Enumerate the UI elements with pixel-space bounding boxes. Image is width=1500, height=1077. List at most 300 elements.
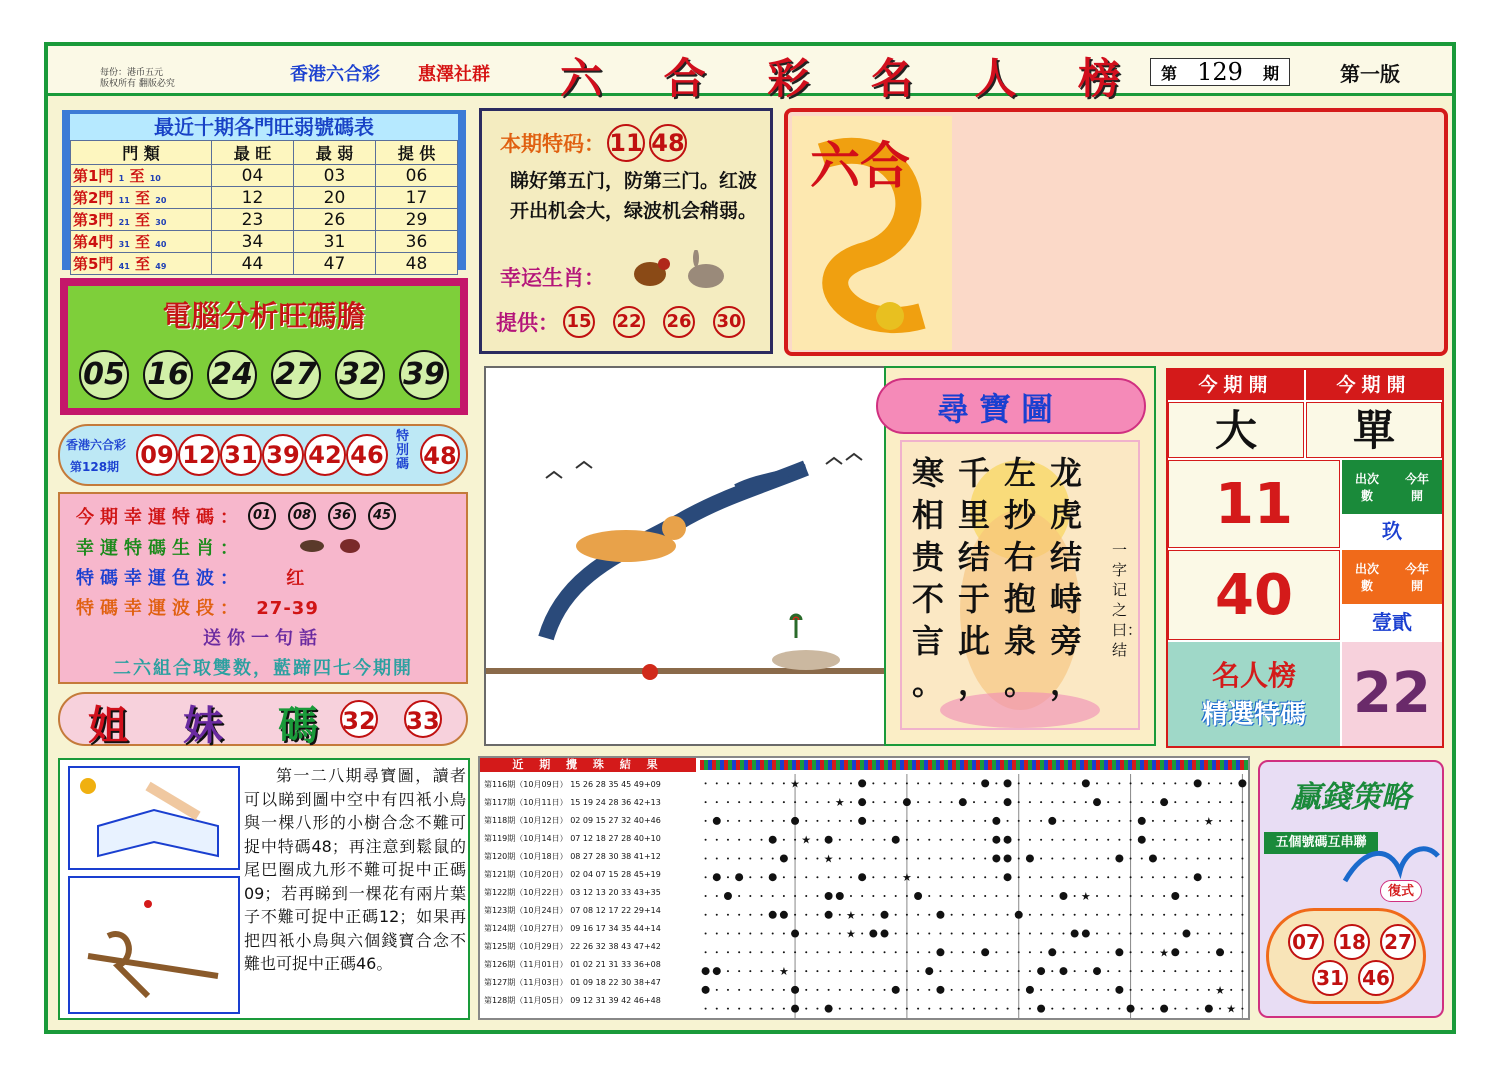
list-item: 第126期（11月01日） 01 02 21 31 33 36+08 bbox=[484, 960, 661, 969]
grid-dot bbox=[1197, 895, 1199, 897]
drawn-ball-dot bbox=[981, 948, 989, 956]
grid-dot bbox=[716, 1008, 718, 1010]
grid-dot bbox=[783, 1008, 785, 1010]
stats-header-2: 今期開 bbox=[1306, 370, 1442, 400]
grid-dot bbox=[1062, 1008, 1064, 1010]
zodiac-animals-image bbox=[624, 250, 734, 296]
grid-dot bbox=[772, 857, 774, 859]
grid-dot bbox=[1029, 951, 1031, 953]
grid-dot bbox=[1197, 857, 1199, 859]
grid-dot bbox=[794, 839, 796, 841]
grid-dot bbox=[1096, 914, 1098, 916]
grid-dot bbox=[1163, 857, 1165, 859]
grid-dot bbox=[1185, 876, 1187, 878]
list-item: 第119期（10月14日） 07 12 18 27 28 40+10 bbox=[484, 834, 661, 843]
leopard-tree-illustration bbox=[486, 368, 884, 744]
grid-dot bbox=[962, 1008, 964, 1010]
drawn-ball-dot bbox=[1171, 892, 1179, 900]
drawn-ball-dot bbox=[1194, 779, 1202, 787]
grid-dot bbox=[1096, 951, 1098, 953]
grid-dot bbox=[1219, 933, 1221, 935]
grid-dot bbox=[951, 970, 953, 972]
grid-dot bbox=[1130, 895, 1132, 897]
grid-dot bbox=[895, 951, 897, 953]
drawn-ball-dot bbox=[858, 798, 866, 806]
grid-dot bbox=[850, 857, 852, 859]
grid-dot bbox=[1141, 857, 1143, 859]
grid-dot bbox=[1051, 1008, 1053, 1010]
table-row: 第5門 41 至 49 44 47 48 bbox=[71, 253, 458, 275]
grid-dot bbox=[749, 801, 751, 803]
strategy-subtitle: 五個號碼互串聯 bbox=[1264, 832, 1378, 854]
grid-dot bbox=[1163, 839, 1165, 841]
grid-dot bbox=[727, 782, 729, 784]
grid-dot bbox=[1040, 895, 1042, 897]
grid-dot bbox=[939, 839, 941, 841]
grid-dot bbox=[917, 933, 919, 935]
lucky-line-1: 今期幸運特碼： 01 08 36 45 bbox=[76, 502, 396, 530]
grid-dot bbox=[1107, 951, 1109, 953]
grid-dot bbox=[1096, 933, 1098, 935]
grid-dot bbox=[1096, 857, 1098, 859]
grid-dot bbox=[895, 895, 897, 897]
grid-dot bbox=[850, 820, 852, 822]
grid-dot bbox=[984, 895, 986, 897]
grid-dot bbox=[1230, 933, 1232, 935]
list-item: 第124期（10月27日） 09 16 17 34 35 44+14 bbox=[484, 924, 661, 933]
grid-dot bbox=[872, 782, 874, 784]
grid-dot bbox=[1241, 876, 1243, 878]
grid-dot bbox=[1074, 782, 1076, 784]
grid-dot bbox=[761, 782, 763, 784]
grid-dot bbox=[1141, 876, 1143, 878]
grid-dot bbox=[1208, 989, 1210, 991]
grid-dot bbox=[962, 951, 964, 953]
grid-dot bbox=[738, 970, 740, 972]
drawn-ball-dot bbox=[1160, 1005, 1168, 1013]
grid-dot bbox=[1130, 857, 1132, 859]
grid-dot bbox=[962, 989, 964, 991]
grid-dot bbox=[1029, 876, 1031, 878]
drawn-ball-dot bbox=[959, 798, 967, 806]
grid-dot bbox=[895, 970, 897, 972]
grid-dot bbox=[1185, 801, 1187, 803]
special-star: ★ bbox=[901, 871, 912, 885]
grid-dot bbox=[794, 951, 796, 953]
grid-dot bbox=[1007, 951, 1009, 953]
grid-dot bbox=[962, 839, 964, 841]
grid-dot bbox=[906, 839, 908, 841]
grid-dot bbox=[1197, 933, 1199, 935]
grid-dot bbox=[1062, 857, 1064, 859]
grid-dot bbox=[939, 801, 941, 803]
number-ball: 01 bbox=[248, 502, 276, 530]
grid-dot bbox=[705, 820, 707, 822]
poem-column: 左 抄 右 抱 泉 。 bbox=[1004, 454, 1037, 702]
grid-dot bbox=[1230, 820, 1232, 822]
stats-row2-label: 出次 今年 數 開 bbox=[1342, 550, 1442, 604]
number-ball: 09 bbox=[136, 434, 178, 476]
grid-dot bbox=[995, 1008, 997, 1010]
famous-title: 名人榜 bbox=[1211, 659, 1296, 692]
drawn-ball-dot bbox=[1238, 779, 1246, 787]
grid-dot bbox=[850, 801, 852, 803]
grid-dot bbox=[772, 951, 774, 953]
grid-dot bbox=[984, 914, 986, 916]
grid-dot bbox=[1174, 970, 1176, 972]
grid-dot bbox=[772, 801, 774, 803]
grid-dot bbox=[1163, 989, 1165, 991]
lucky-line-4: 特碼幸運波段： 27-39 bbox=[76, 598, 319, 619]
grid-dot bbox=[839, 933, 841, 935]
grid-dot bbox=[1197, 914, 1199, 916]
grid-dot bbox=[1163, 895, 1165, 897]
grid-dot bbox=[716, 951, 718, 953]
grid-dot bbox=[816, 857, 818, 859]
grid-dot bbox=[861, 933, 863, 935]
grid-dot bbox=[962, 914, 964, 916]
grid-dot bbox=[1085, 876, 1087, 878]
grid-dot bbox=[816, 801, 818, 803]
drawn-ball-dot bbox=[791, 930, 799, 938]
grid-dot bbox=[1152, 989, 1154, 991]
grid-dot bbox=[749, 876, 751, 878]
grid-dot bbox=[1208, 857, 1210, 859]
drawn-ball-dot bbox=[1115, 854, 1123, 862]
lucky-zodiac-label: 幸运生肖： bbox=[500, 266, 605, 290]
drawn-ball-dot bbox=[769, 911, 777, 919]
grid-dot bbox=[1085, 914, 1087, 916]
number-ball: 30 bbox=[713, 306, 745, 338]
grid-dot bbox=[1241, 970, 1243, 972]
grid-dot bbox=[749, 914, 751, 916]
grid-dot bbox=[1051, 839, 1053, 841]
drawn-ball-dot bbox=[1138, 836, 1146, 844]
grid-dot bbox=[1107, 1008, 1109, 1010]
grid-dot bbox=[1062, 801, 1064, 803]
grid-dot bbox=[1130, 914, 1132, 916]
grid-dot bbox=[1141, 782, 1143, 784]
drawn-ball-dot bbox=[1216, 948, 1224, 956]
stats-row1-number: 11 bbox=[1168, 460, 1340, 548]
grid-dot bbox=[995, 895, 997, 897]
grid-dot bbox=[816, 933, 818, 935]
grid-dot bbox=[1107, 876, 1109, 878]
grid-dot bbox=[872, 820, 874, 822]
grid-dot bbox=[839, 820, 841, 822]
grid-dot bbox=[995, 933, 997, 935]
grid-dot bbox=[951, 839, 953, 841]
stats-row1-label: 出次 今年 數 開 bbox=[1342, 460, 1442, 514]
grid-dot bbox=[1096, 895, 1098, 897]
grid-dot bbox=[850, 782, 852, 784]
lucky-line-5: 送你一句話 bbox=[203, 628, 323, 649]
drawn-ball-dot bbox=[1082, 779, 1090, 787]
grid-dot bbox=[884, 801, 886, 803]
grid-dot bbox=[951, 782, 953, 784]
number-ball: 36 bbox=[328, 502, 356, 530]
number-ball: 22 bbox=[613, 306, 645, 338]
grid-dot bbox=[1141, 1008, 1143, 1010]
grid-dot bbox=[917, 857, 919, 859]
grid-dot bbox=[1051, 914, 1053, 916]
grid-dot bbox=[1163, 820, 1165, 822]
grid-dot bbox=[772, 970, 774, 972]
grid-dot bbox=[839, 782, 841, 784]
drawn-ball-dot bbox=[791, 817, 799, 825]
treasure-poem bbox=[912, 452, 1082, 704]
table-header-row: 門 類 最 旺 最 弱 提 供 bbox=[71, 141, 458, 165]
drawn-ball-dot bbox=[713, 873, 721, 881]
grid-dot bbox=[1029, 1008, 1031, 1010]
grid-dot bbox=[828, 970, 830, 972]
grid-dot bbox=[783, 801, 785, 803]
poem-column: 寒 相 贵 不 言 。 bbox=[912, 454, 945, 702]
grid-dot bbox=[1074, 951, 1076, 953]
grid-dot bbox=[928, 914, 930, 916]
grid-dot bbox=[995, 914, 997, 916]
drawn-ball-dot bbox=[780, 911, 788, 919]
grid-dot bbox=[761, 970, 763, 972]
grid-dot bbox=[995, 782, 997, 784]
table-row: 第3門 21 至 30 23 26 29 bbox=[71, 209, 458, 231]
drawn-ball-dot bbox=[1048, 948, 1056, 956]
grid-dot bbox=[705, 876, 707, 878]
stats-big: 大 bbox=[1168, 402, 1304, 458]
number-ball: 39 bbox=[399, 350, 449, 400]
grid-dot bbox=[705, 801, 707, 803]
grid-dot bbox=[962, 933, 964, 935]
grid-dot bbox=[1152, 914, 1154, 916]
drawn-ball-dot bbox=[1048, 817, 1056, 825]
grid-dot bbox=[1219, 914, 1221, 916]
grid-dot bbox=[895, 933, 897, 935]
drawn-ball-dot bbox=[981, 779, 989, 787]
grid-dot bbox=[984, 970, 986, 972]
grid-dot bbox=[906, 782, 908, 784]
drawn-ball-dot bbox=[1171, 948, 1179, 956]
grid-dot bbox=[1018, 989, 1020, 991]
special-number-ball: 48 bbox=[420, 434, 460, 474]
drawn-ball-dot bbox=[1115, 948, 1123, 956]
grid-dot bbox=[861, 970, 863, 972]
last-draw-lottery: 香港六合彩 bbox=[66, 438, 127, 452]
issue-number: 第 129 期 bbox=[1150, 58, 1290, 86]
grid-dot bbox=[973, 839, 975, 841]
number-ball: 12 bbox=[178, 434, 220, 476]
grid-dot bbox=[1208, 951, 1210, 953]
strength-table-title: 最近十期各門旺弱號碼表 bbox=[70, 114, 458, 140]
drawn-ball-dot bbox=[836, 892, 844, 900]
grid-dot bbox=[772, 820, 774, 822]
grid-dot bbox=[1185, 782, 1187, 784]
grid-dot bbox=[939, 782, 941, 784]
grid-dot bbox=[1219, 801, 1221, 803]
grid-dot bbox=[1152, 839, 1154, 841]
grid-dot bbox=[1051, 895, 1053, 897]
grid-dot bbox=[1241, 820, 1243, 822]
grid-dot bbox=[939, 820, 941, 822]
grid-dot bbox=[1051, 989, 1053, 991]
grid-dot bbox=[839, 989, 841, 991]
grid-dot bbox=[1208, 895, 1210, 897]
drawn-ball-dot bbox=[713, 817, 721, 825]
grid-dot bbox=[884, 989, 886, 991]
grid-dot bbox=[872, 801, 874, 803]
grid-dot bbox=[984, 857, 986, 859]
grid-dot bbox=[1130, 989, 1132, 991]
grid-dot bbox=[1163, 914, 1165, 916]
grid-dot bbox=[1230, 839, 1232, 841]
grid-dot bbox=[928, 895, 930, 897]
grid-dot bbox=[939, 1008, 941, 1010]
grid-dot bbox=[973, 801, 975, 803]
grid-dot bbox=[1107, 933, 1109, 935]
grid-dot bbox=[1018, 933, 1020, 935]
grid-dot bbox=[1040, 933, 1042, 935]
drawn-ball-dot bbox=[702, 986, 710, 994]
grid-dot bbox=[828, 989, 830, 991]
drawn-ball-dot bbox=[769, 836, 777, 844]
grid-dot bbox=[1208, 970, 1210, 972]
grid-dot bbox=[749, 782, 751, 784]
grid-dot bbox=[928, 782, 930, 784]
grid-dot bbox=[805, 989, 807, 991]
grid-dot bbox=[839, 876, 841, 878]
grid-dot bbox=[1185, 970, 1187, 972]
grid-dot bbox=[783, 933, 785, 935]
grid-dot bbox=[749, 820, 751, 822]
grid-dot bbox=[995, 951, 997, 953]
grid-dot bbox=[1029, 895, 1031, 897]
drawn-ball-dot bbox=[1004, 836, 1012, 844]
grid-dot bbox=[939, 876, 941, 878]
grid-dot bbox=[1163, 782, 1165, 784]
grid-dot bbox=[816, 1008, 818, 1010]
grid-dot bbox=[962, 895, 964, 897]
drawn-ball-dot bbox=[825, 911, 833, 919]
grid-dot bbox=[906, 857, 908, 859]
special-star: ★ bbox=[1226, 1002, 1237, 1016]
grid-dot bbox=[1141, 914, 1143, 916]
grid-dot bbox=[738, 820, 740, 822]
grid-dot bbox=[1107, 782, 1109, 784]
grid-dot bbox=[794, 914, 796, 916]
grid-dot bbox=[1074, 876, 1076, 878]
number-ball: 24 bbox=[207, 350, 257, 400]
grid-dot bbox=[1051, 876, 1053, 878]
grid-dot bbox=[850, 895, 852, 897]
grid-dot bbox=[816, 782, 818, 784]
number-ball: 27 bbox=[1380, 924, 1416, 960]
grid-dot bbox=[839, 951, 841, 953]
grid-dot bbox=[1241, 801, 1243, 803]
grid-dot bbox=[1074, 820, 1076, 822]
grid-dot bbox=[716, 801, 718, 803]
grid-dot bbox=[1040, 782, 1042, 784]
grid-dot bbox=[962, 857, 964, 859]
grid-dot bbox=[761, 895, 763, 897]
grid-dot bbox=[951, 895, 953, 897]
grid-dot bbox=[1007, 895, 1009, 897]
grid-dot bbox=[1029, 782, 1031, 784]
number-ball: 42 bbox=[304, 434, 346, 476]
grid-dot bbox=[1040, 951, 1042, 953]
strategy-title: 贏錢策略 bbox=[1291, 780, 1411, 815]
number-ball: 26 bbox=[663, 306, 695, 338]
grid-dot bbox=[772, 782, 774, 784]
grid-dot bbox=[1152, 970, 1154, 972]
list-item: 第118期（10月12日） 02 09 15 27 32 40+46 bbox=[484, 816, 661, 825]
grid-dot bbox=[1118, 914, 1120, 916]
grid-dot bbox=[816, 820, 818, 822]
computer-analysis-title: 電腦分析旺碼膽 bbox=[162, 299, 366, 333]
grid-dot bbox=[1029, 970, 1031, 972]
table-row: 第4門 31 至 40 34 31 36 bbox=[71, 231, 458, 253]
grid-dot bbox=[1040, 857, 1042, 859]
grid-dot bbox=[1130, 970, 1132, 972]
grid-dot bbox=[805, 1008, 807, 1010]
grid-dot bbox=[973, 876, 975, 878]
grid-dot bbox=[1130, 801, 1132, 803]
table-row: 第1門 1 至 10 04 03 06 bbox=[71, 165, 458, 187]
explanation-text: 第一二八期尋寶圖，讀者可以睇到圖中空中有四衹小鳥與一棵八形的小樹合念不難可捉中特碼48；再注意到鬆鼠的尾巴圈成九形不難可捉中正碼09；若再睇到一棵花有兩片葉子不難可捉中正碼12；如果再把四衹小鳥與六個錢寶合念不難也可捉中正碼46。 bbox=[244, 766, 466, 973]
grid-dot bbox=[1152, 1008, 1154, 1010]
grid-dot bbox=[1096, 989, 1098, 991]
number-ball: 15 bbox=[563, 306, 595, 338]
grid-dot bbox=[1062, 876, 1064, 878]
drawn-ball-dot bbox=[936, 911, 944, 919]
drawn-ball-dot bbox=[1004, 854, 1012, 862]
grid-dot bbox=[727, 933, 729, 935]
table-row: 第2門 11 至 20 12 20 17 bbox=[71, 187, 458, 209]
drawn-ball-dot bbox=[1149, 854, 1157, 862]
drawn-ball-dot bbox=[1059, 892, 1067, 900]
grid-dot bbox=[906, 1008, 908, 1010]
grid-dot bbox=[727, 839, 729, 841]
grid-dot bbox=[828, 876, 830, 878]
strategy-numbers-row1 bbox=[1288, 924, 1416, 960]
grid-dot bbox=[1051, 970, 1053, 972]
grid-dot bbox=[951, 801, 953, 803]
grid-dot bbox=[928, 989, 930, 991]
grid-dot bbox=[917, 970, 919, 972]
grid-dot bbox=[928, 933, 930, 935]
grid-dot bbox=[1197, 989, 1199, 991]
grid-dot bbox=[951, 989, 953, 991]
special-star: ★ bbox=[1159, 946, 1170, 960]
grid-dot bbox=[917, 914, 919, 916]
stats-row2-number: 40 bbox=[1168, 550, 1340, 640]
header-fineprint: 每份：港币五元 版权所有 翻版必究 bbox=[100, 68, 175, 89]
drawn-ball-dot bbox=[1182, 930, 1190, 938]
number-ball: 33 bbox=[404, 700, 442, 738]
grid-dot bbox=[716, 914, 718, 916]
grid-dot bbox=[995, 989, 997, 991]
stats-single: 單 bbox=[1306, 402, 1442, 458]
grid-dot bbox=[973, 970, 975, 972]
grid-dot bbox=[1241, 857, 1243, 859]
grid-dot bbox=[1096, 876, 1098, 878]
grid-dot bbox=[1230, 895, 1232, 897]
number-ball: 27 bbox=[271, 350, 321, 400]
number-ball: 46 bbox=[346, 434, 388, 476]
grid-dot bbox=[1219, 857, 1221, 859]
drawn-ball-dot bbox=[724, 892, 732, 900]
number-ball: 32 bbox=[335, 350, 385, 400]
drawn-ball-dot bbox=[1037, 1005, 1045, 1013]
grid-dot bbox=[1163, 933, 1165, 935]
